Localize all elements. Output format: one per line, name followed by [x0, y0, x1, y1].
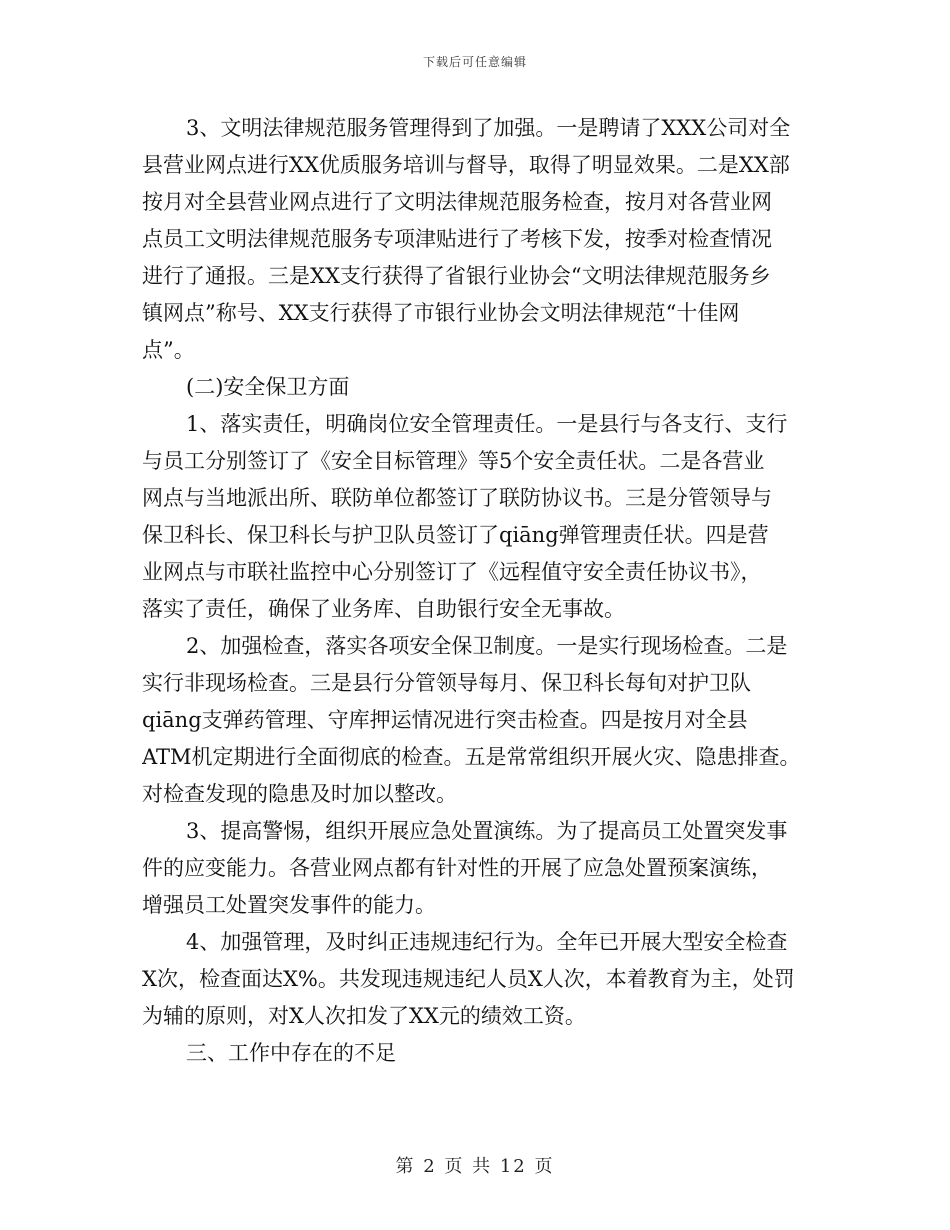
paragraph-line: qiāng支弹药管理、守库押运情况进行突击检查。四是按月对全县 — [142, 708, 748, 732]
paragraph-line: 为辅的原则，对X人次扣发了XX元的绩效工资。 — [142, 1004, 586, 1028]
paragraph-line: 点”。 — [142, 338, 195, 362]
paragraph-line: 业网点与市联社监控中心分别签订了《远程值守安全责任协议书》， — [142, 560, 762, 584]
page-footer: 第 2 页 共 12 页 — [395, 1156, 555, 1177]
section-heading: 三、工作中存在的不足 — [186, 1041, 396, 1065]
section-heading: (二)安全保卫方面 — [186, 375, 350, 399]
document-body — [142, 110, 810, 1072]
paragraph-line: 3、文明法律规范服务管理得到了加强。一是聘请了XXX公司对全 — [186, 116, 791, 140]
paragraph-line: 按月对全县营业网点进行了文明法律规范服务检查，按月对各营业网 — [142, 190, 772, 214]
paragraph-line: 落实了责任，确保了业务库、自助银行安全无事故。 — [142, 597, 625, 621]
paragraph-line: 件的应变能力。各营业网点都有针对性的开展了应急处置预案演练， — [142, 856, 772, 880]
paragraph-line: 县营业网点进行XX优质服务培训与督导，取得了明显效果。二是XX部 — [142, 153, 790, 177]
paragraph-line: 对检查发现的隐患及时加以整改。 — [142, 782, 457, 806]
paragraph-line: 与员工分别签订了《安全目标管理》等5个安全责任状。二是各营业 — [142, 449, 765, 473]
paragraph-line: 实行非现场检查。三是县行分管领导每月、保卫科长每旬对护卫队 — [142, 671, 751, 695]
paragraph-line: ATM机定期进行全面彻底的检查。五是常常组织开展火灾、隐患排查。 — [142, 745, 801, 769]
paragraph-line: 进行了通报。三是XX支行获得了省银行业协会“文明法律规范服务乡 — [142, 264, 771, 288]
paragraph-line: 增强员工处置突发事件的能力。 — [142, 893, 436, 917]
paragraph-line: 点员工文明法律规范服务专项津贴进行了考核下发，按季对检查情况 — [142, 227, 772, 251]
paragraph-line: 网点与当地派出所、联防单位都签订了联防协议书。三是分管领导与 — [142, 486, 772, 510]
paragraph-line: 保卫科长、保卫科长与护卫队员签订了qiāng弹管理责任状。四是营 — [142, 523, 769, 547]
paragraph-line: 3、提高警惕，组织开展应急处置演练。为了提高员工处置突发事 — [186, 819, 788, 843]
paragraph-line: 镇网点”称号、XX支行获得了市银行业协会文明法律规范“十佳网 — [142, 301, 740, 325]
paragraph-line: 1、落实责任，明确岗位安全管理责任。一是县行与各支行、支行 — [186, 412, 788, 436]
paragraph-line: 4、加强管理，及时纠正违规违纪行为。全年已开展大型安全检查 — [186, 930, 788, 954]
paragraph-line: X次，检查面达X%。共发现违规违纪人员X人次，本着教育为主，处罚 — [142, 967, 795, 991]
paragraph-line: 2、加强检查，落实各项安全保卫制度。一是实行现场检查。二是 — [186, 634, 788, 658]
page-header: 下载后可任意编辑 — [422, 55, 527, 69]
